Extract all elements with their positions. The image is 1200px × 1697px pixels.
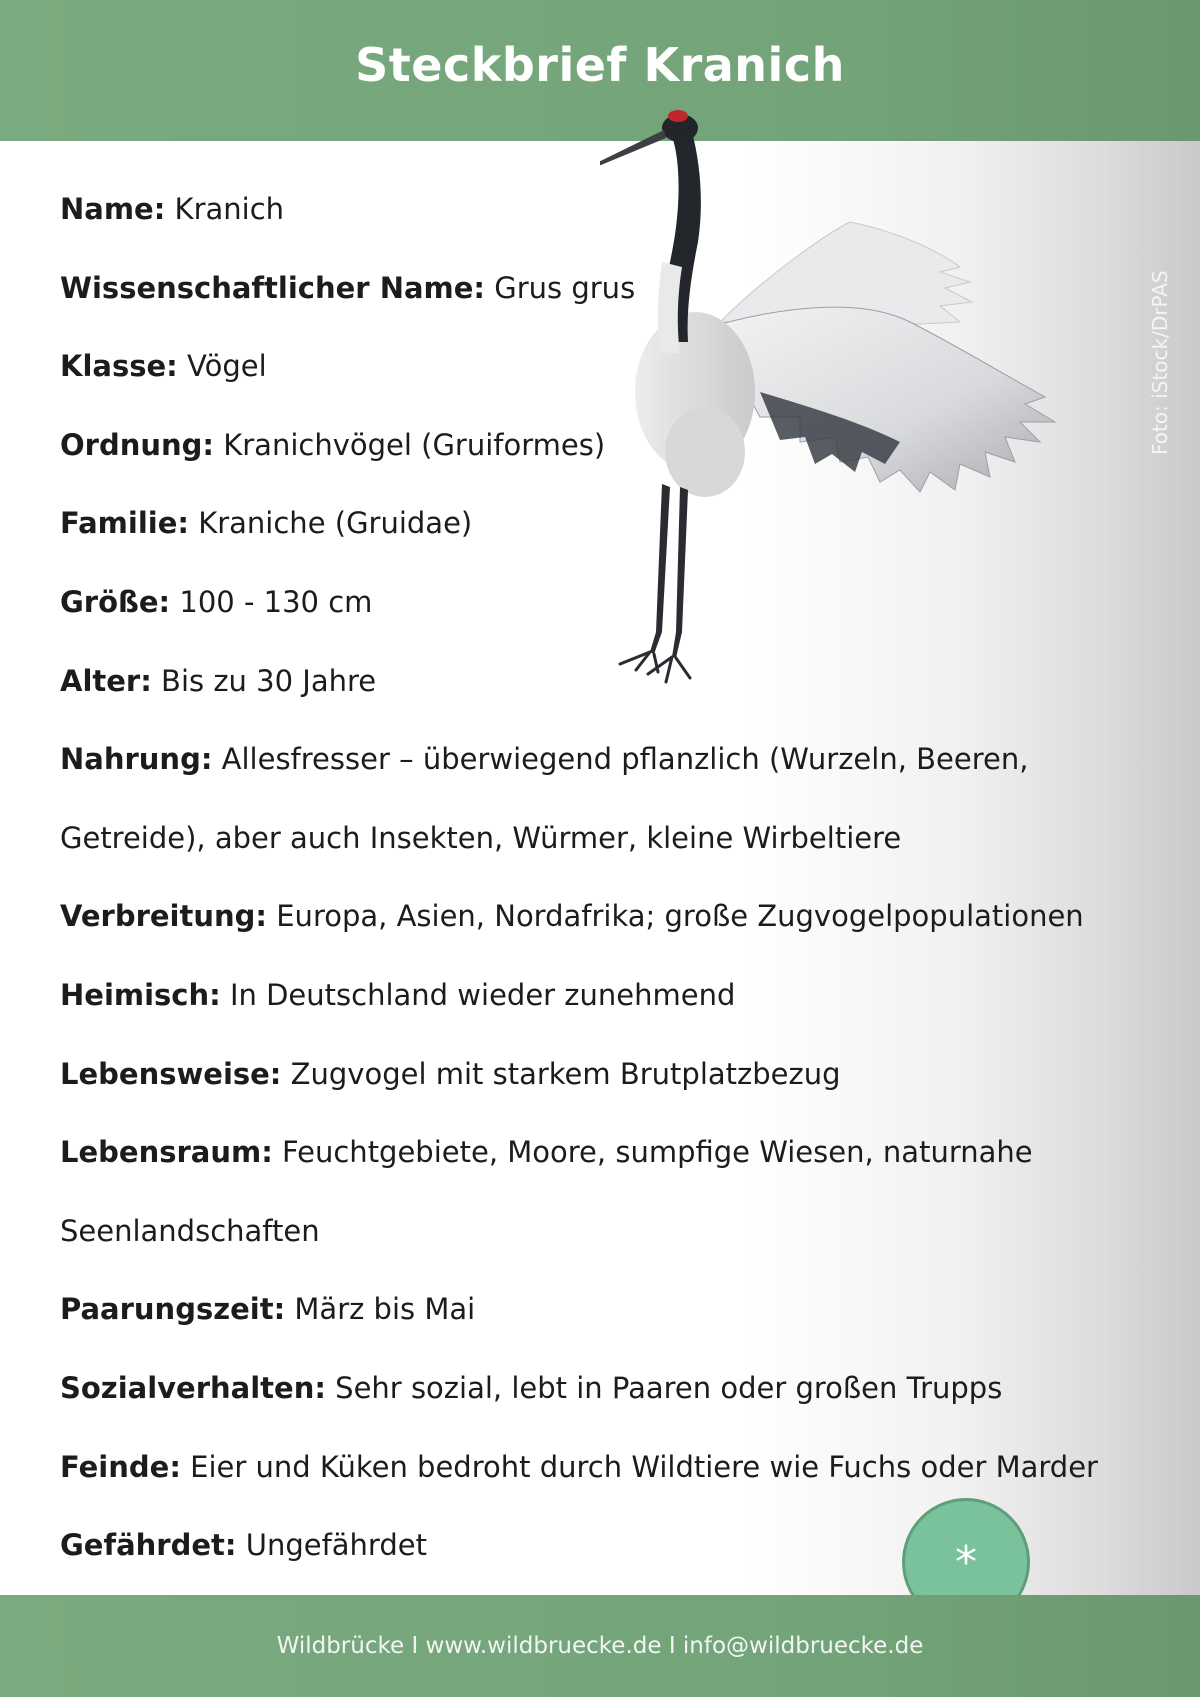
- fact-value: Kranichvögel (Gruiformes): [223, 427, 606, 462]
- fact-label: Lebensweise:: [60, 1056, 282, 1091]
- fact-item: [60, 877, 1140, 956]
- fact-label: Verbreitung:: [60, 899, 268, 934]
- fact-value: Bis zu 30 Jahre: [161, 663, 377, 698]
- photo-credit: [1148, 245, 1178, 465]
- fact-value: Eier und Küken bedroht durch Wildtiere wie Fuchs oder Marder: [190, 1449, 1098, 1484]
- fact-item: [60, 1113, 1140, 1270]
- footer-bar: [0, 1595, 1200, 1697]
- fact-label: Größe:: [60, 584, 171, 619]
- fact-item: [60, 1349, 1140, 1428]
- fact-item: [60, 1428, 1140, 1507]
- fact-item: [60, 484, 1140, 563]
- fact-label: Familie:: [60, 506, 189, 541]
- fact-item: [60, 956, 1140, 1035]
- fact-label: Klasse:: [60, 349, 178, 384]
- fact-label: Lebensraum:: [60, 1135, 273, 1170]
- fact-value: Europa, Asien, Nordafrika; große Zugvogelpopulationen: [276, 899, 1084, 934]
- fact-label: Nahrung:: [60, 742, 213, 777]
- fact-list: [60, 170, 1140, 1585]
- fact-label: Gefährdet:: [60, 1528, 237, 1563]
- fact-value: Kraniche (Gruidae): [198, 506, 473, 541]
- fact-value: Kranich: [174, 192, 285, 226]
- fact-label: Heimisch:: [60, 977, 221, 1012]
- fact-item: [60, 249, 1140, 328]
- fact-label: Name:: [60, 192, 166, 226]
- fact-item: [60, 170, 1140, 249]
- fact-value: Feuchtgebiete, Moore, sumpfige Wiesen, naturnahe Seenlandschaften: [60, 1135, 1033, 1248]
- fact-value: Sehr sozial, lebt in Paaren oder großen Trupps: [335, 1370, 1003, 1405]
- fact-value: In Deutschland wieder zunehmend: [229, 977, 736, 1012]
- fact-item: [60, 327, 1140, 406]
- fact-value: Zugvogel mit starkem Brutplatzbezug: [290, 1056, 841, 1091]
- page-title: Steckbrief Kranich: [355, 37, 845, 92]
- fact-value: März bis Mai: [294, 1292, 476, 1327]
- fact-item: [60, 406, 1140, 485]
- photo-credit-text: Foto: iStock/DrPAS: [1148, 270, 1172, 455]
- fact-value: 100 - 130 cm: [179, 584, 373, 619]
- fact-label: Wissenschaftlicher Name:: [60, 270, 486, 305]
- fact-item: [60, 720, 1140, 877]
- fact-label: Paarungszeit:: [60, 1292, 286, 1327]
- fact-value: Vögel: [187, 349, 267, 384]
- fact-item: [60, 563, 1140, 642]
- fact-label: Ordnung:: [60, 427, 215, 462]
- fact-value: Ungefährdet: [245, 1528, 427, 1563]
- fact-label: Feinde:: [60, 1449, 181, 1484]
- fact-item: [60, 1035, 1140, 1114]
- footer-contact: Wildbrücke I www.wildbruecke.de I info@wildbruecke.de: [276, 1633, 924, 1659]
- fact-value: Grus grus: [494, 270, 636, 305]
- fact-item: [60, 1270, 1140, 1349]
- fact-label: Sozialverhalten:: [60, 1370, 326, 1405]
- asterisk-icon: *: [955, 1536, 977, 1588]
- fact-label: Alter:: [60, 663, 152, 698]
- fact-item: [60, 642, 1140, 721]
- fact-value: Allesfresser – überwiegend pflanzlich (Wurzeln, Beeren, Getreide), aber auch Insekten, Würmer, kleine Wirbeltiere: [60, 742, 1029, 855]
